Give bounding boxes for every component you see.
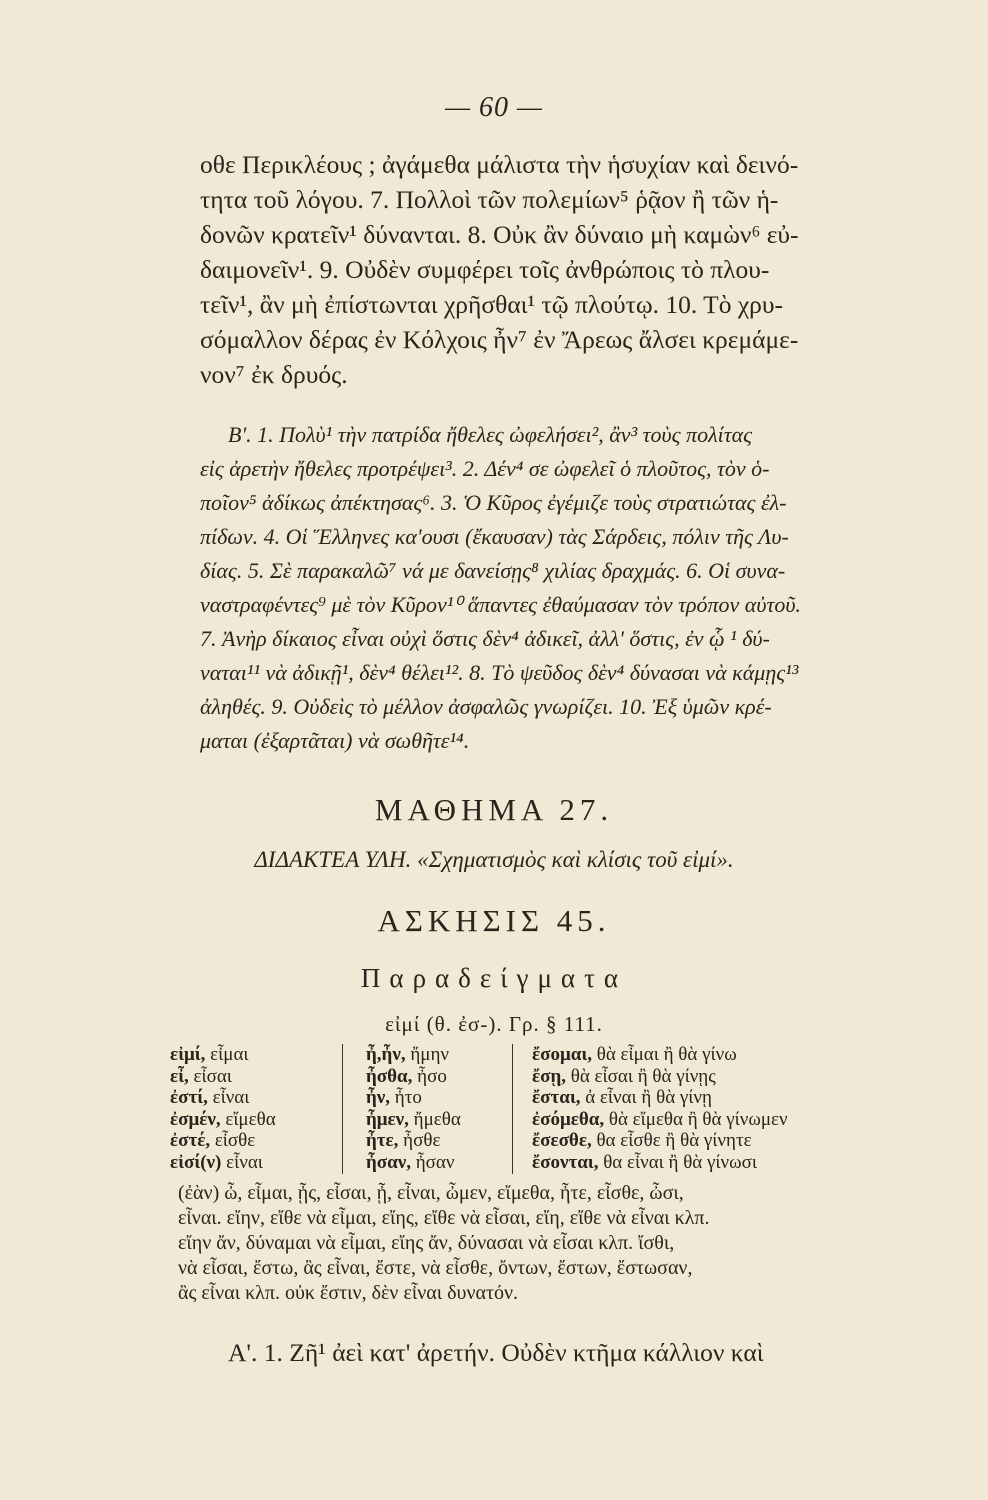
future-column: [532, 1044, 942, 1173]
italic-line: μαται (ἐξαρτᾶται) νὰ σωθῆτε¹⁴.: [200, 728, 470, 753]
italic-line: Β'. 1. Πολὺ¹ τὴν πατρίδα ἤθελες ὠφελήσει², ἂν³ τοὺς πολίτας: [228, 422, 753, 447]
table-row: ἦτε, ἦσθε: [366, 1130, 441, 1151]
lesson-heading: ΜΑΘΗΜΑ 27.: [374, 792, 614, 827]
table-row: ἔσονται, θα εἶναι ἢ θὰ γίνωσι: [532, 1151, 757, 1173]
table-row: εἰσί(ν) εἶναι: [170, 1151, 263, 1173]
table-row: ἦσαν, ἦσαν: [366, 1151, 455, 1173]
italic-line: 7. Ἀνὴρ δίκαιος εἶναι οὐχὶ ὅστις δὲν⁴ ἀδικεῖ, ἀλλ' ὅστις, ἐν ᾧ ¹ δύ-: [200, 626, 770, 651]
table-row: ἦσθα, ἦσο: [366, 1065, 447, 1087]
table-row: ἐστέ, εἶσθε: [170, 1130, 256, 1151]
page-number: — 60 —: [445, 92, 543, 123]
imperfect-column: [366, 1044, 516, 1173]
text-line: εἶναι. εἴην, εἴθε νὰ εἶμαι, εἴης, εἴθε νὰ εἶσαι, εἴη, εἴθε νὰ εἶναι κλπ.: [178, 1207, 710, 1229]
text-line: δονῶν κρατεῖν¹ δύνανται. 8. Οὐκ ἂν δύναιο μὴ καμὼν⁶ εὐ-: [200, 220, 799, 249]
italic-line: ναται¹¹ νὰ ἀδικῇ¹, δὲν⁴ θέλει¹². 8. Τὸ ψεῦδος δὲν⁴ δύνασαι νὰ κάμῃς¹³: [200, 660, 799, 685]
lesson-subtitle: ΔΙΔΑΚΤΕΑ ΥΛΗ. «Σχηματισμὸς καὶ κλίσις τοῦ εἰμί».: [254, 847, 734, 872]
table-row: εἰμί, εἶμαι: [170, 1044, 249, 1065]
text-line: ἂς εἶναι κλπ. οὐκ ἔστιν, δὲν εἶναι δυνατόν.: [178, 1282, 519, 1304]
text-line: οθε Περικλέους ; ἀγάμεθα μάλιστα τὴν ἡσυχίαν καὶ δεινό-: [200, 150, 799, 179]
text-line: εἴην ἄν, δύναμαι νὰ εἶμαι, εἴης ἄν, δύνασαι νὰ εἶσαι κλπ. ἴσθι,: [178, 1232, 675, 1254]
text-line: νον⁷ ἐκ δρυός.: [200, 360, 348, 389]
table-row: ἔσομαι, θὰ εἶμαι ἢ θὰ γίνω: [532, 1044, 737, 1065]
italic-line: πίδων. 4. Οἱ Ἕλληνες κα'ουσι (ἔκαυσαν) τὰς Σάρδεις, πόλιν τῆς Λυ-: [200, 524, 789, 549]
italic-line: δίας. 5. Σὲ παρακαλῶ⁷ νά με δανείσῃς⁸ χιλίας δραχμάς. 6. Οἱ συνα-: [200, 558, 786, 583]
table-row: ἐσόμεθα, θὰ εἴμεθα ἢ θὰ γίνωμεν: [532, 1108, 788, 1130]
table-row: ἦμεν, ἤμεθα: [366, 1108, 461, 1130]
examples-heading: Παραδείγματα: [360, 963, 628, 993]
text-line: δαιμονεῖν¹. 9. Οὐδὲν συμφέρει τοῖς ἀνθρώποις τὸ πλου-: [200, 255, 770, 284]
present-column: [170, 1044, 345, 1173]
table-row: ἐστί, εἶναι: [170, 1087, 250, 1108]
table-row: ἔσεσθε, θα εἶσθε ἢ θὰ γίνητε: [532, 1130, 752, 1151]
italic-line: ποῖον⁵ ἀδίκως ἀπέκτησας⁶. 3. Ὁ Κῦρος ἐγέμιζε τοὺς στρατιώτας ἐλ-: [200, 490, 787, 515]
italic-line: ἀληθές. 9. Οὐδεὶς τὸ μέλλον ἀσφαλῶς γνωρίζει. 10. Ἐξ ὑμῶν κρέ-: [200, 694, 772, 719]
exercise-heading: ΑΣΚΗΣΙΣ 45.: [377, 903, 611, 938]
table-row: εἶ, εἶσαι: [170, 1065, 232, 1087]
exercise-a-line: Α'. 1. Ζῆ¹ ἀεὶ κατ' ἀρετήν. Οὐδὲν κτῆμα κάλλιον καὶ: [228, 1338, 764, 1367]
table-row: ἦ,ἦν, ἤμην: [366, 1044, 449, 1065]
column-divider: [342, 1044, 343, 1174]
column-divider: [512, 1044, 513, 1174]
table-row: ἔσῃ, θὰ εἶσαι ἢ θὰ γίνῃς: [532, 1065, 716, 1087]
text-line: σόμαλλον δέρας ἐν Κόλχοις ἦν⁷ ἐν Ἄρεως ἄλσει κρεμάμε-: [200, 325, 799, 354]
table-row: ἔσται, ἀ εἶναι ἢ θὰ γίνῃ: [532, 1087, 712, 1108]
table-row: ἐσμέν, εἴμεθα: [170, 1108, 276, 1130]
verb-heading: εἰμί (θ. ἐσ-). Γρ. § 111.: [385, 1012, 603, 1036]
text-line: τητα τοῦ λόγου. 7. Πολλοὶ τῶν πολεμίων⁵ ῥᾷον ἢ τῶν ἡ-: [200, 185, 779, 214]
text-line: νὰ εἶσαι, ἔστω, ἂς εἶναι, ἔστε, νὰ εἶσθε, ὄντων, ἔστων, ἔστωσαν,: [178, 1257, 693, 1279]
table-row: ἦν, ἦτο: [366, 1087, 422, 1108]
italic-line: εἰς ἀρετὴν ἤθελες προτρέψει³. 2. Δέν⁴ σε ὠφελεῖ ὁ πλοῦτος, τὸν ὁ-: [200, 456, 770, 481]
italic-line: ναστραφέντες⁹ μὲ τὸν Κῦρον¹⁰ ἅπαντες ἐθαύμασαν τὸν τρόπον αὐτοῦ.: [200, 592, 801, 617]
text-line: τεῖν¹, ἂν μὴ ἐπίστωνται χρῆσθαι¹ τῷ πλούτῳ. 10. Τὸ χρυ-: [200, 290, 784, 319]
text-line: (ἐὰν) ὦ, εἶμαι, ᾖς, εἶσαι, ᾖ, εἶναι, ὦμεν, εἴμεθα, ἦτε, εἶσθε, ὦσι,: [178, 1182, 684, 1204]
